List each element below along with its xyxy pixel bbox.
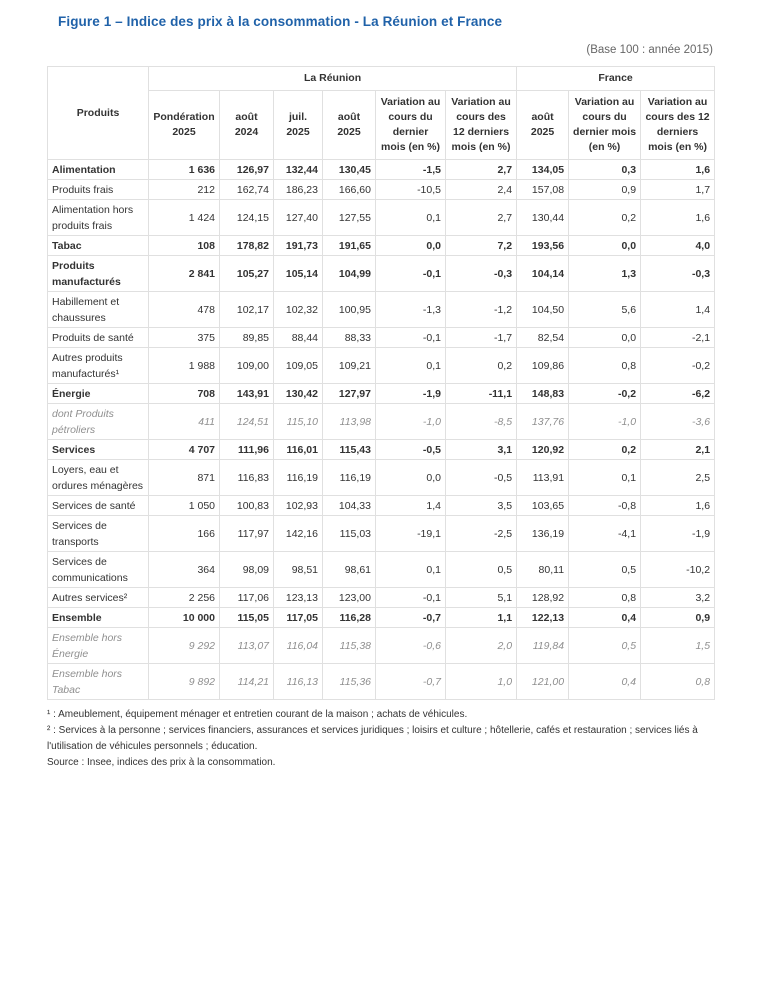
value-cell: 105,14 (274, 256, 323, 292)
value-cell: 89,85 (220, 328, 274, 348)
product-cell: Alimentation (48, 160, 149, 180)
product-cell: Ensemble hors Tabac (48, 664, 149, 700)
base-year-note: (Base 100 : année 2015) (586, 44, 713, 56)
value-cell: 166 (149, 516, 220, 552)
column-header-variation-12-mois-france: Variation au cours des 12 derniers mois (en %) (641, 91, 715, 160)
value-cell: -1,9 (641, 516, 715, 552)
value-cell: 126,97 (220, 160, 274, 180)
value-cell: 0,9 (641, 608, 715, 628)
value-cell: -3,6 (641, 404, 715, 440)
product-cell: dont Produits pétroliers (48, 404, 149, 440)
value-cell: -0,2 (569, 384, 641, 404)
value-cell: 121,00 (517, 664, 569, 700)
value-cell: 108 (149, 236, 220, 256)
value-cell: 0,5 (569, 552, 641, 588)
value-cell: 109,00 (220, 348, 274, 384)
value-cell: -0,5 (446, 460, 517, 496)
product-cell: Produits de santé (48, 328, 149, 348)
value-cell: 98,61 (323, 552, 376, 588)
value-cell: 2,7 (446, 160, 517, 180)
figure-title: Figure 1 – Indice des prix à la consommation - La Réunion et France (58, 14, 503, 29)
value-cell: 375 (149, 328, 220, 348)
value-cell: 104,14 (517, 256, 569, 292)
value-cell: 117,97 (220, 516, 274, 552)
value-cell: 102,32 (274, 292, 323, 328)
value-cell: 116,83 (220, 460, 274, 496)
column-header-variation-12-mois-reunion: Variation au cours des 12 derniers mois (en %) (446, 91, 517, 160)
value-cell: 130,45 (323, 160, 376, 180)
value-cell: 0,2 (446, 348, 517, 384)
group-header-la-reunion: La Réunion (149, 67, 517, 91)
price-index-table (47, 66, 715, 700)
column-header-ponderation: Pondération 2025 (149, 91, 220, 160)
value-cell: -8,5 (446, 404, 517, 440)
value-cell: 116,04 (274, 628, 323, 664)
value-cell: 1 424 (149, 200, 220, 236)
value-cell: -1,9 (376, 384, 446, 404)
value-cell: -1,5 (376, 160, 446, 180)
table-row (48, 348, 715, 384)
value-cell: 2,1 (641, 440, 715, 460)
value-cell: 130,44 (517, 200, 569, 236)
value-cell: 80,11 (517, 552, 569, 588)
value-cell: 0,0 (569, 236, 641, 256)
value-cell: 116,19 (274, 460, 323, 496)
footnotes (47, 707, 714, 771)
value-cell: 122,13 (517, 608, 569, 628)
value-cell: 117,06 (220, 588, 274, 608)
value-cell: 0,3 (569, 160, 641, 180)
value-cell: 157,08 (517, 180, 569, 200)
table-row (48, 236, 715, 256)
value-cell: 5,1 (446, 588, 517, 608)
group-header-france: France (517, 67, 715, 91)
column-header-aout-2024: août 2024 (220, 91, 274, 160)
value-cell: 411 (149, 404, 220, 440)
value-cell: 0,8 (569, 348, 641, 384)
table-row (48, 460, 715, 496)
value-cell: 111,96 (220, 440, 274, 460)
value-cell: 186,23 (274, 180, 323, 200)
table-row (48, 628, 715, 664)
value-cell: 0,5 (446, 552, 517, 588)
value-cell: 148,83 (517, 384, 569, 404)
value-cell: 9 292 (149, 628, 220, 664)
value-cell: 0,0 (376, 236, 446, 256)
value-cell: 3,2 (641, 588, 715, 608)
value-cell: 191,73 (274, 236, 323, 256)
value-cell: 116,01 (274, 440, 323, 460)
value-cell: 1,7 (641, 180, 715, 200)
value-cell: 193,56 (517, 236, 569, 256)
column-header-produits: Produits (48, 67, 149, 160)
table-row (48, 256, 715, 292)
value-cell: 0,1 (376, 200, 446, 236)
group-header-row (48, 67, 715, 91)
value-cell: 104,99 (323, 256, 376, 292)
value-cell: 364 (149, 552, 220, 588)
value-cell: -0,8 (569, 496, 641, 516)
value-cell: 3,1 (446, 440, 517, 460)
value-cell: -1,7 (446, 328, 517, 348)
value-cell: 3,5 (446, 496, 517, 516)
value-cell: 123,13 (274, 588, 323, 608)
value-cell: 102,93 (274, 496, 323, 516)
value-cell: 82,54 (517, 328, 569, 348)
value-cell: -10,2 (641, 552, 715, 588)
value-cell: 478 (149, 292, 220, 328)
value-cell: 117,05 (274, 608, 323, 628)
value-cell: -2,1 (641, 328, 715, 348)
value-cell: 103,65 (517, 496, 569, 516)
value-cell: 115,10 (274, 404, 323, 440)
value-cell: 119,84 (517, 628, 569, 664)
value-cell: -0,7 (376, 664, 446, 700)
value-cell: 1 050 (149, 496, 220, 516)
value-cell: 98,51 (274, 552, 323, 588)
table-row (48, 404, 715, 440)
value-cell: 1,4 (641, 292, 715, 328)
value-cell: 0,2 (569, 440, 641, 460)
value-cell: 100,95 (323, 292, 376, 328)
value-cell: 0,9 (569, 180, 641, 200)
value-cell: -0,6 (376, 628, 446, 664)
value-cell: 1,6 (641, 160, 715, 180)
product-cell: Énergie (48, 384, 149, 404)
value-cell: -0,1 (376, 256, 446, 292)
product-cell: Autres services² (48, 588, 149, 608)
value-cell: -11,1 (446, 384, 517, 404)
value-cell: 1,3 (569, 256, 641, 292)
value-cell: 102,17 (220, 292, 274, 328)
table-row (48, 664, 715, 700)
value-cell: -0,5 (376, 440, 446, 460)
value-cell: -1,2 (446, 292, 517, 328)
value-cell: 127,97 (323, 384, 376, 404)
table-row (48, 516, 715, 552)
value-cell: 0,8 (569, 588, 641, 608)
value-cell: 0,0 (376, 460, 446, 496)
value-cell: 5,6 (569, 292, 641, 328)
value-cell: 0,2 (569, 200, 641, 236)
value-cell: 115,38 (323, 628, 376, 664)
value-cell: 142,16 (274, 516, 323, 552)
table-row (48, 588, 715, 608)
value-cell: 1,4 (376, 496, 446, 516)
value-cell: 0,1 (569, 460, 641, 496)
value-cell: 2 256 (149, 588, 220, 608)
product-cell: Ensemble hors Énergie (48, 628, 149, 664)
value-cell: 104,33 (323, 496, 376, 516)
value-cell: 109,86 (517, 348, 569, 384)
value-cell: 7,2 (446, 236, 517, 256)
value-cell: 124,51 (220, 404, 274, 440)
column-header-row (48, 91, 715, 160)
value-cell: 0,5 (569, 628, 641, 664)
value-cell: 100,83 (220, 496, 274, 516)
value-cell: -10,5 (376, 180, 446, 200)
value-cell: 136,19 (517, 516, 569, 552)
value-cell: 2,5 (641, 460, 715, 496)
value-cell: 113,07 (220, 628, 274, 664)
table-row (48, 384, 715, 404)
value-cell: 116,19 (323, 460, 376, 496)
value-cell: -19,1 (376, 516, 446, 552)
value-cell: -0,7 (376, 608, 446, 628)
value-cell: 2 841 (149, 256, 220, 292)
value-cell: 9 892 (149, 664, 220, 700)
value-cell: 113,98 (323, 404, 376, 440)
column-header-variation-mois-france: Variation au cours du dernier mois (en %) (569, 91, 641, 160)
value-cell: -0,3 (641, 256, 715, 292)
value-cell: 123,00 (323, 588, 376, 608)
value-cell: 105,27 (220, 256, 274, 292)
column-header-aout-2025: août 2025 (323, 91, 376, 160)
value-cell: -6,2 (641, 384, 715, 404)
product-cell: Loyers, eau et ordures ménagères (48, 460, 149, 496)
column-header-aout-2025-france: août 2025 (517, 91, 569, 160)
value-cell: 2,7 (446, 200, 517, 236)
product-cell: Tabac (48, 236, 149, 256)
value-cell: 127,55 (323, 200, 376, 236)
value-cell: 2,4 (446, 180, 517, 200)
product-cell: Ensemble (48, 608, 149, 628)
value-cell: 134,05 (517, 160, 569, 180)
product-cell: Autres produits manufacturés¹ (48, 348, 149, 384)
value-cell: -1,0 (569, 404, 641, 440)
value-cell: 1,6 (641, 200, 715, 236)
value-cell: 88,44 (274, 328, 323, 348)
table-row (48, 328, 715, 348)
table-row (48, 292, 715, 328)
table-row (48, 160, 715, 180)
table-row (48, 440, 715, 460)
value-cell: 143,91 (220, 384, 274, 404)
value-cell: 1 988 (149, 348, 220, 384)
value-cell: 104,50 (517, 292, 569, 328)
value-cell: 116,13 (274, 664, 323, 700)
value-cell: -1,3 (376, 292, 446, 328)
value-cell: -1,0 (376, 404, 446, 440)
value-cell: 137,76 (517, 404, 569, 440)
value-cell: 4,0 (641, 236, 715, 256)
value-cell: 0,4 (569, 664, 641, 700)
value-cell: -0,3 (446, 256, 517, 292)
product-cell: Habillement et chaussures (48, 292, 149, 328)
table-row (48, 496, 715, 516)
value-cell: 116,28 (323, 608, 376, 628)
value-cell: 115,03 (323, 516, 376, 552)
value-cell: 114,21 (220, 664, 274, 700)
value-cell: 1,0 (446, 664, 517, 700)
value-cell: 124,15 (220, 200, 274, 236)
value-cell: 871 (149, 460, 220, 496)
value-cell: 0,1 (376, 348, 446, 384)
value-cell: 98,09 (220, 552, 274, 588)
product-cell: Services de santé (48, 496, 149, 516)
value-cell: 0,1 (376, 552, 446, 588)
table-row (48, 608, 715, 628)
value-cell: -2,5 (446, 516, 517, 552)
value-cell: 0,4 (569, 608, 641, 628)
table-row (48, 552, 715, 588)
value-cell: 212 (149, 180, 220, 200)
value-cell: 127,40 (274, 200, 323, 236)
table-row (48, 180, 715, 200)
value-cell: 0,0 (569, 328, 641, 348)
source-note: Source : Insee, indices des prix à la consommation. (47, 757, 276, 768)
value-cell: -0,1 (376, 328, 446, 348)
value-cell: 178,82 (220, 236, 274, 256)
value-cell: 113,91 (517, 460, 569, 496)
value-cell: 120,92 (517, 440, 569, 460)
value-cell: 1 636 (149, 160, 220, 180)
value-cell: 88,33 (323, 328, 376, 348)
product-cell: Produits frais (48, 180, 149, 200)
value-cell: 0,8 (641, 664, 715, 700)
product-cell: Produits manufacturés (48, 256, 149, 292)
value-cell: 1,1 (446, 608, 517, 628)
value-cell: 166,60 (323, 180, 376, 200)
product-cell: Services de communications (48, 552, 149, 588)
value-cell: 4 707 (149, 440, 220, 460)
table-header (48, 67, 715, 160)
value-cell: 1,6 (641, 496, 715, 516)
value-cell: 132,44 (274, 160, 323, 180)
value-cell: 115,05 (220, 608, 274, 628)
table-body (48, 160, 715, 700)
footnote-2: ² : Services à la personne ; services financiers, assurances et services juridiques ; loisirs et culture ; hôtellerie, cafés et restauration ; services liés à l'utilisation de véhicules personnels ; éducation. (47, 725, 698, 752)
value-cell: 130,42 (274, 384, 323, 404)
value-cell: 115,43 (323, 440, 376, 460)
product-cell: Services (48, 440, 149, 460)
value-cell: 128,92 (517, 588, 569, 608)
value-cell: -0,1 (376, 588, 446, 608)
value-cell: 109,05 (274, 348, 323, 384)
column-header-variation-mois-reunion: Variation au cours du dernier mois (en %) (376, 91, 446, 160)
table-row (48, 200, 715, 236)
value-cell: -4,1 (569, 516, 641, 552)
value-cell: 191,65 (323, 236, 376, 256)
footnote-1: ¹ : Ameublement, équipement ménager et entretien courant de la maison ; achats de véhicules. (47, 709, 468, 720)
product-cell: Alimentation hors produits frais (48, 200, 149, 236)
product-cell: Services de transports (48, 516, 149, 552)
value-cell: 162,74 (220, 180, 274, 200)
value-cell: 115,36 (323, 664, 376, 700)
column-header-juil-2025: juil. 2025 (274, 91, 323, 160)
value-cell: 708 (149, 384, 220, 404)
value-cell: 109,21 (323, 348, 376, 384)
value-cell: 1,5 (641, 628, 715, 664)
value-cell: -0,2 (641, 348, 715, 384)
value-cell: 2,0 (446, 628, 517, 664)
value-cell: 10 000 (149, 608, 220, 628)
